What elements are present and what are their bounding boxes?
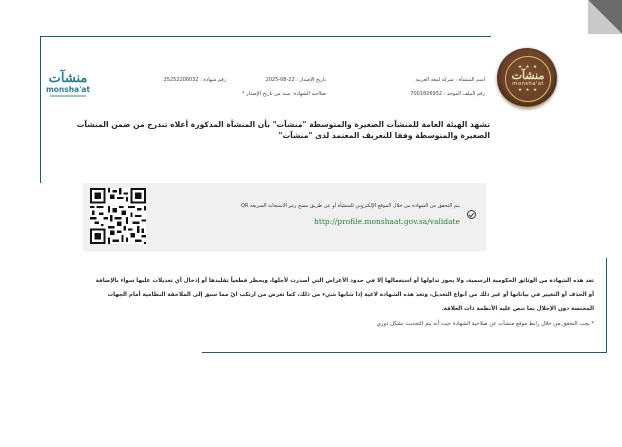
logo-brand-en: monsha'at [45, 85, 91, 94]
monshaat-seal-logo [497, 48, 557, 108]
page-corner-fold [588, 0, 622, 34]
monshaat-logo [46, 72, 90, 102]
logo-tagline-bar [50, 95, 86, 97]
unified-file-number: رقم الملف الموحد : 7001826952 [410, 91, 485, 97]
verification-panel [83, 183, 486, 251]
qr-code-graphic [90, 188, 146, 244]
seal-brand-en: monsha'at [512, 81, 544, 87]
issue-date: تاريخ الإصدار : 22-08-2025 [265, 77, 326, 83]
seal-inner-ring [505, 56, 551, 102]
establishment-name: اسم المنشأة : شركة لمعة العربية [415, 77, 485, 83]
validity-footnote: * يجب التحقق من خلال رابط موقع منشآت عن صلاحية الشهادة حيث أنه يتم التحديث بشكل دوري [376, 321, 594, 327]
qr-code[interactable] [90, 188, 146, 244]
seal-stars-bottom: ★ ★ ★ [518, 88, 538, 93]
header-frame [40, 36, 491, 183]
check-circle-icon [467, 210, 476, 219]
legal-notice: تعد هذه الشهادة من الوثائق الحكومية الرسمية، ولا يجوز تداولها أو استعمالها إلا في حدود الأغراض التي أصدرت لأجلها، ويحظر قطعياً تقليدها أو إدخال أي تعديلات عليها سواء بالإضافة أو الحذف أو التغيير في بياناتها أو غير ذلك من أنواع التعديل، وتعد هذه الشهادة لاغية إذا شابها شيء من ذلك، كما تعرض من ارتكب ايّ مما سبق إلى الملاحقة النظامية أمام الجهات المختصة دون الإخلال بما تنص عليه الأنظمة ذات العلاقة. [95, 278, 594, 312]
certificate-statement: تشهد الهيئة العامة للمنشآت الصغيرة والمتوسطة "منشآت" بأن المنشأة المذكورة أعلاه تندرج من ضمن المنشآت الصغيرة والمتوسطة وفقا للتعريف المعتمد لدى "منشآت" [76, 120, 490, 140]
verification-instruction: يتم التحقق من الشهادة من خلال الموقع الإلكتروني للمنشأة أو عن طريق مسح رمز الاستجابة السريعة QR [240, 203, 460, 209]
verification-link[interactable]: http://profile.monshaat.gov.sa/validate [314, 217, 460, 226]
seal-stars-top: ★ ★ ★ [518, 65, 538, 70]
certificate-number: رقم شهادة : 25252206032 [163, 77, 226, 83]
certificate-validity: صلاحية الشهادة: سنة من تاريخ الإصدار * [241, 91, 326, 97]
seal-brand-ar: منشآت [511, 69, 545, 82]
logo-brand-ar: منشآت [48, 71, 88, 86]
